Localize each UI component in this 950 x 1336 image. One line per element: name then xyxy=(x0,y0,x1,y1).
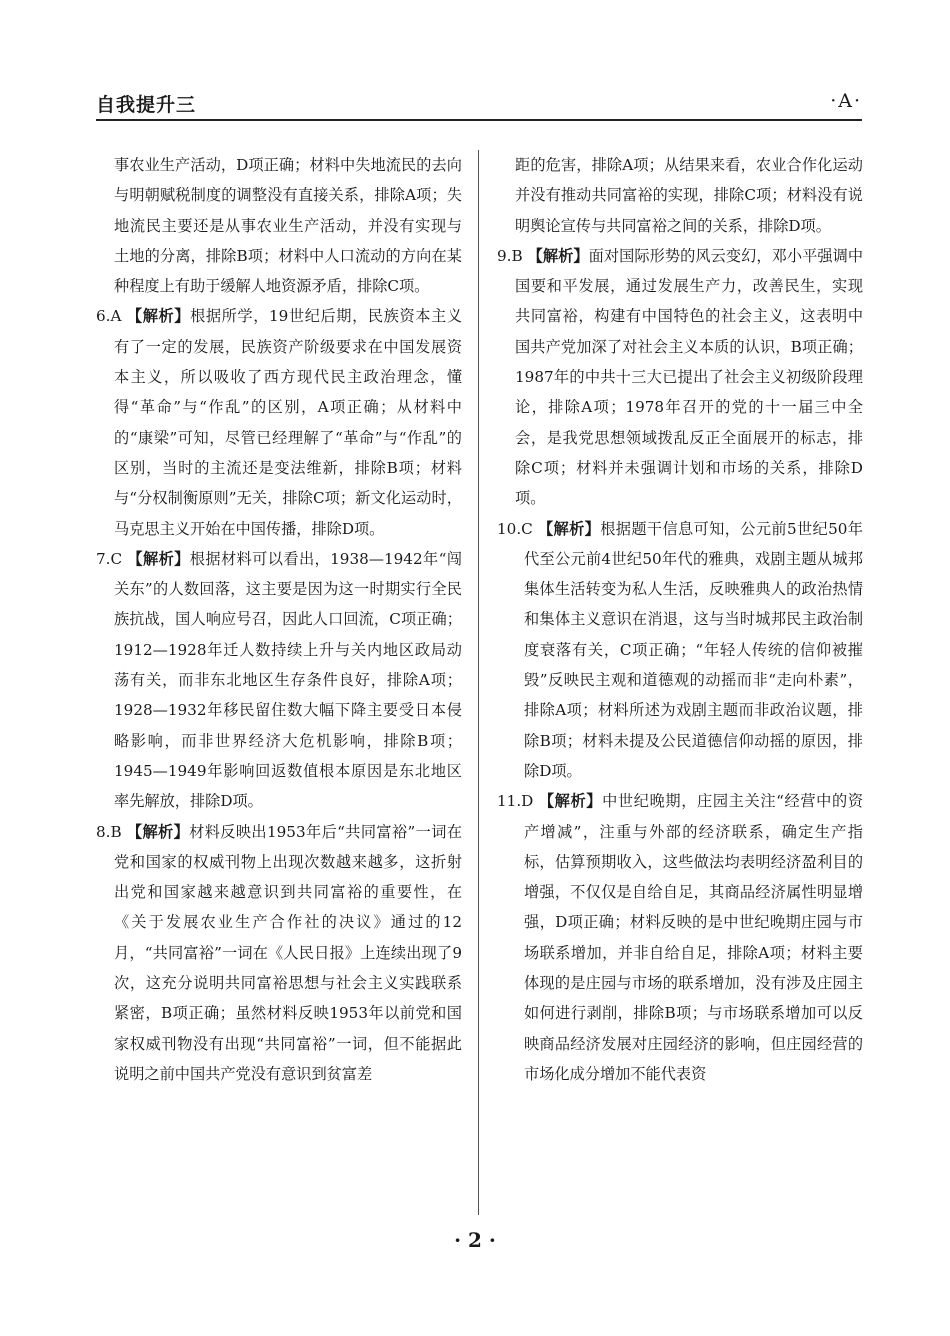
analysis-tag: 【解析】 xyxy=(527,246,589,265)
answer-text: 根据材料可以看出，1938—1942年“闯关东”的人数回落，这主要是因为这一时期实行全民族抗战，国人响应号召，因此人口回流，C项正确；1912—1928年迁人数持续上升与关内地区政局动荡有关，而非东北地区生存条件良好，排除A项；1928—1932年移民留住数大幅下降主要受日本侵略影响，而非世界经济大危机影响，排除B项；1945—1949年影响回返数值根本原因是东北地区率先解放，排除D项。 xyxy=(114,549,463,811)
answer-number: 10.C xyxy=(497,519,533,538)
answer-text: 面对国际形势的风云变幻，邓小平强调中国要和平发展，通过发展生产力，改善民生，实现共同富裕，构建有中国特色的社会主义，这表明中国共产党加深了对社会主义本质的认识，B项正确；1987年的中共十三大已提出了社会主义初级阶段理论，排除A项；1978年召开的党的十一届三中全会，是我党思想领域拨乱反正全面展开的标志，排除C项；材料并未强调计划和市场的关系，排除D项。 xyxy=(515,246,864,508)
answer-text: 事农业生产活动，D项正确；材料中失地流民的去向与明朝赋税制度的调整没有直接关系，排除A项；失地流民主要还是从事农业生产活动，并没有实现与土地的分离，排除B项；材料中人口流动的方向在某种程度上有助于缓解人地资源矛盾，排除C项。 xyxy=(114,156,462,296)
answer-11 xyxy=(497,786,863,1089)
answer-9 xyxy=(497,241,863,514)
answer-number: 6.A xyxy=(96,307,122,326)
answer-text: 根据所学，19世纪后期，民族资本主义有了一定的发展，民族资产阶级要求在中国发展资本主义，所以吸收了西方现代民主政治理念，懂得“革命”与“作乱”的区别，A项正确；从材料中的“康梁”可知，尽管已经理解了“革命”与“作乱”的区别，当时的主流还是变法维新，排除B项；材料与“分权制衡原则”无关，排除C项；新文化运动时，马克思主义开始在中国传播，排除D项。 xyxy=(114,307,463,538)
answer-number: 11.D xyxy=(497,792,534,811)
answer-number: 8.B xyxy=(96,822,122,841)
answer-continuation xyxy=(497,150,863,241)
answer-continuation xyxy=(96,150,462,301)
answer-text: 根据题干信息可知，公元前5世纪50年代至公元前4世纪50年代的雅典，戏剧主题从城邦集体生活转变为私人生活，反映雅典人的政治热情和集体主义意识在消退，这与当时城邦民主政治制度衰落有关，C项正确；“年轻人传统的信仰被摧毁”反映民主观和道德观的动摇而非“走向朴素”，排除A项；材料所述为戏剧主题而非政治议题，排除B项；材料未提及公民道德信仰动摇的原因，排除D项。 xyxy=(524,519,863,780)
right-column xyxy=(497,150,863,1089)
answer-10 xyxy=(497,514,863,787)
left-column xyxy=(96,150,462,1089)
section-title: 自我提升三 xyxy=(96,94,197,116)
version-mark: ·A· xyxy=(830,90,862,112)
answer-7 xyxy=(96,544,462,817)
answer-text: 距的危害，排除A项；从结果来看，农业合作化运动并没有推动共同富裕的实现，排除C项；材料没有说明舆论宣传与共同富裕之间的关系，排除D项。 xyxy=(515,156,863,235)
answer-text: 中世纪晚期，庄园主关注“经营中的资产增减”，注重与外部的经济联系，确定生产指标，估算预期收入，这些做法均表明经济盈利目的增强，不仅仅是自给自足，其商品经济属性明显增强，D项正确；材料反映的是中世纪晚期庄园与市场联系增加，并非自给自足，排除A项；材料主要体现的是庄园与市场的联系增加，没有涉及庄园主如何进行剥削，排除B项；与市场联系增加可以反映商品经济发展对庄园经济的影响，但庄园经营的市场化成分增加不能代表资 xyxy=(524,792,864,1083)
answer-number: 9.B xyxy=(497,246,523,265)
analysis-tag: 【解析】 xyxy=(126,822,190,841)
answer-text: 材料反映出1953年后“共同富裕”一词在党和国家的权威刊物上出现次数越来越多，这折射出党和国家越来越意识到共同富裕的重要性，在《关于发展农业生产合作社的决议》通过的12月，“共同富裕”一词在《人民日报》上连续出现了9次，这充分说明共同富裕思想与社会主义实践联系紧密，B项正确；虽然材料反映1953年以前党和国家权威刊物没有出现“共同富裕”一词，但不能据此说明之前中国共产党没有意识到贫富差 xyxy=(114,822,463,1083)
analysis-tag: 【解析】 xyxy=(127,549,190,568)
answer-6 xyxy=(96,301,462,543)
answer-number: 7.C xyxy=(96,549,123,568)
answer-8 xyxy=(96,817,462,1090)
analysis-tag: 【解析】 xyxy=(537,519,601,538)
analysis-tag: 【解析】 xyxy=(126,307,191,326)
analysis-tag: 【解析】 xyxy=(538,792,603,811)
page-number: · 2 · xyxy=(454,1228,496,1252)
header-rule xyxy=(96,119,862,121)
page-header xyxy=(96,86,862,126)
column-divider xyxy=(478,150,479,1215)
